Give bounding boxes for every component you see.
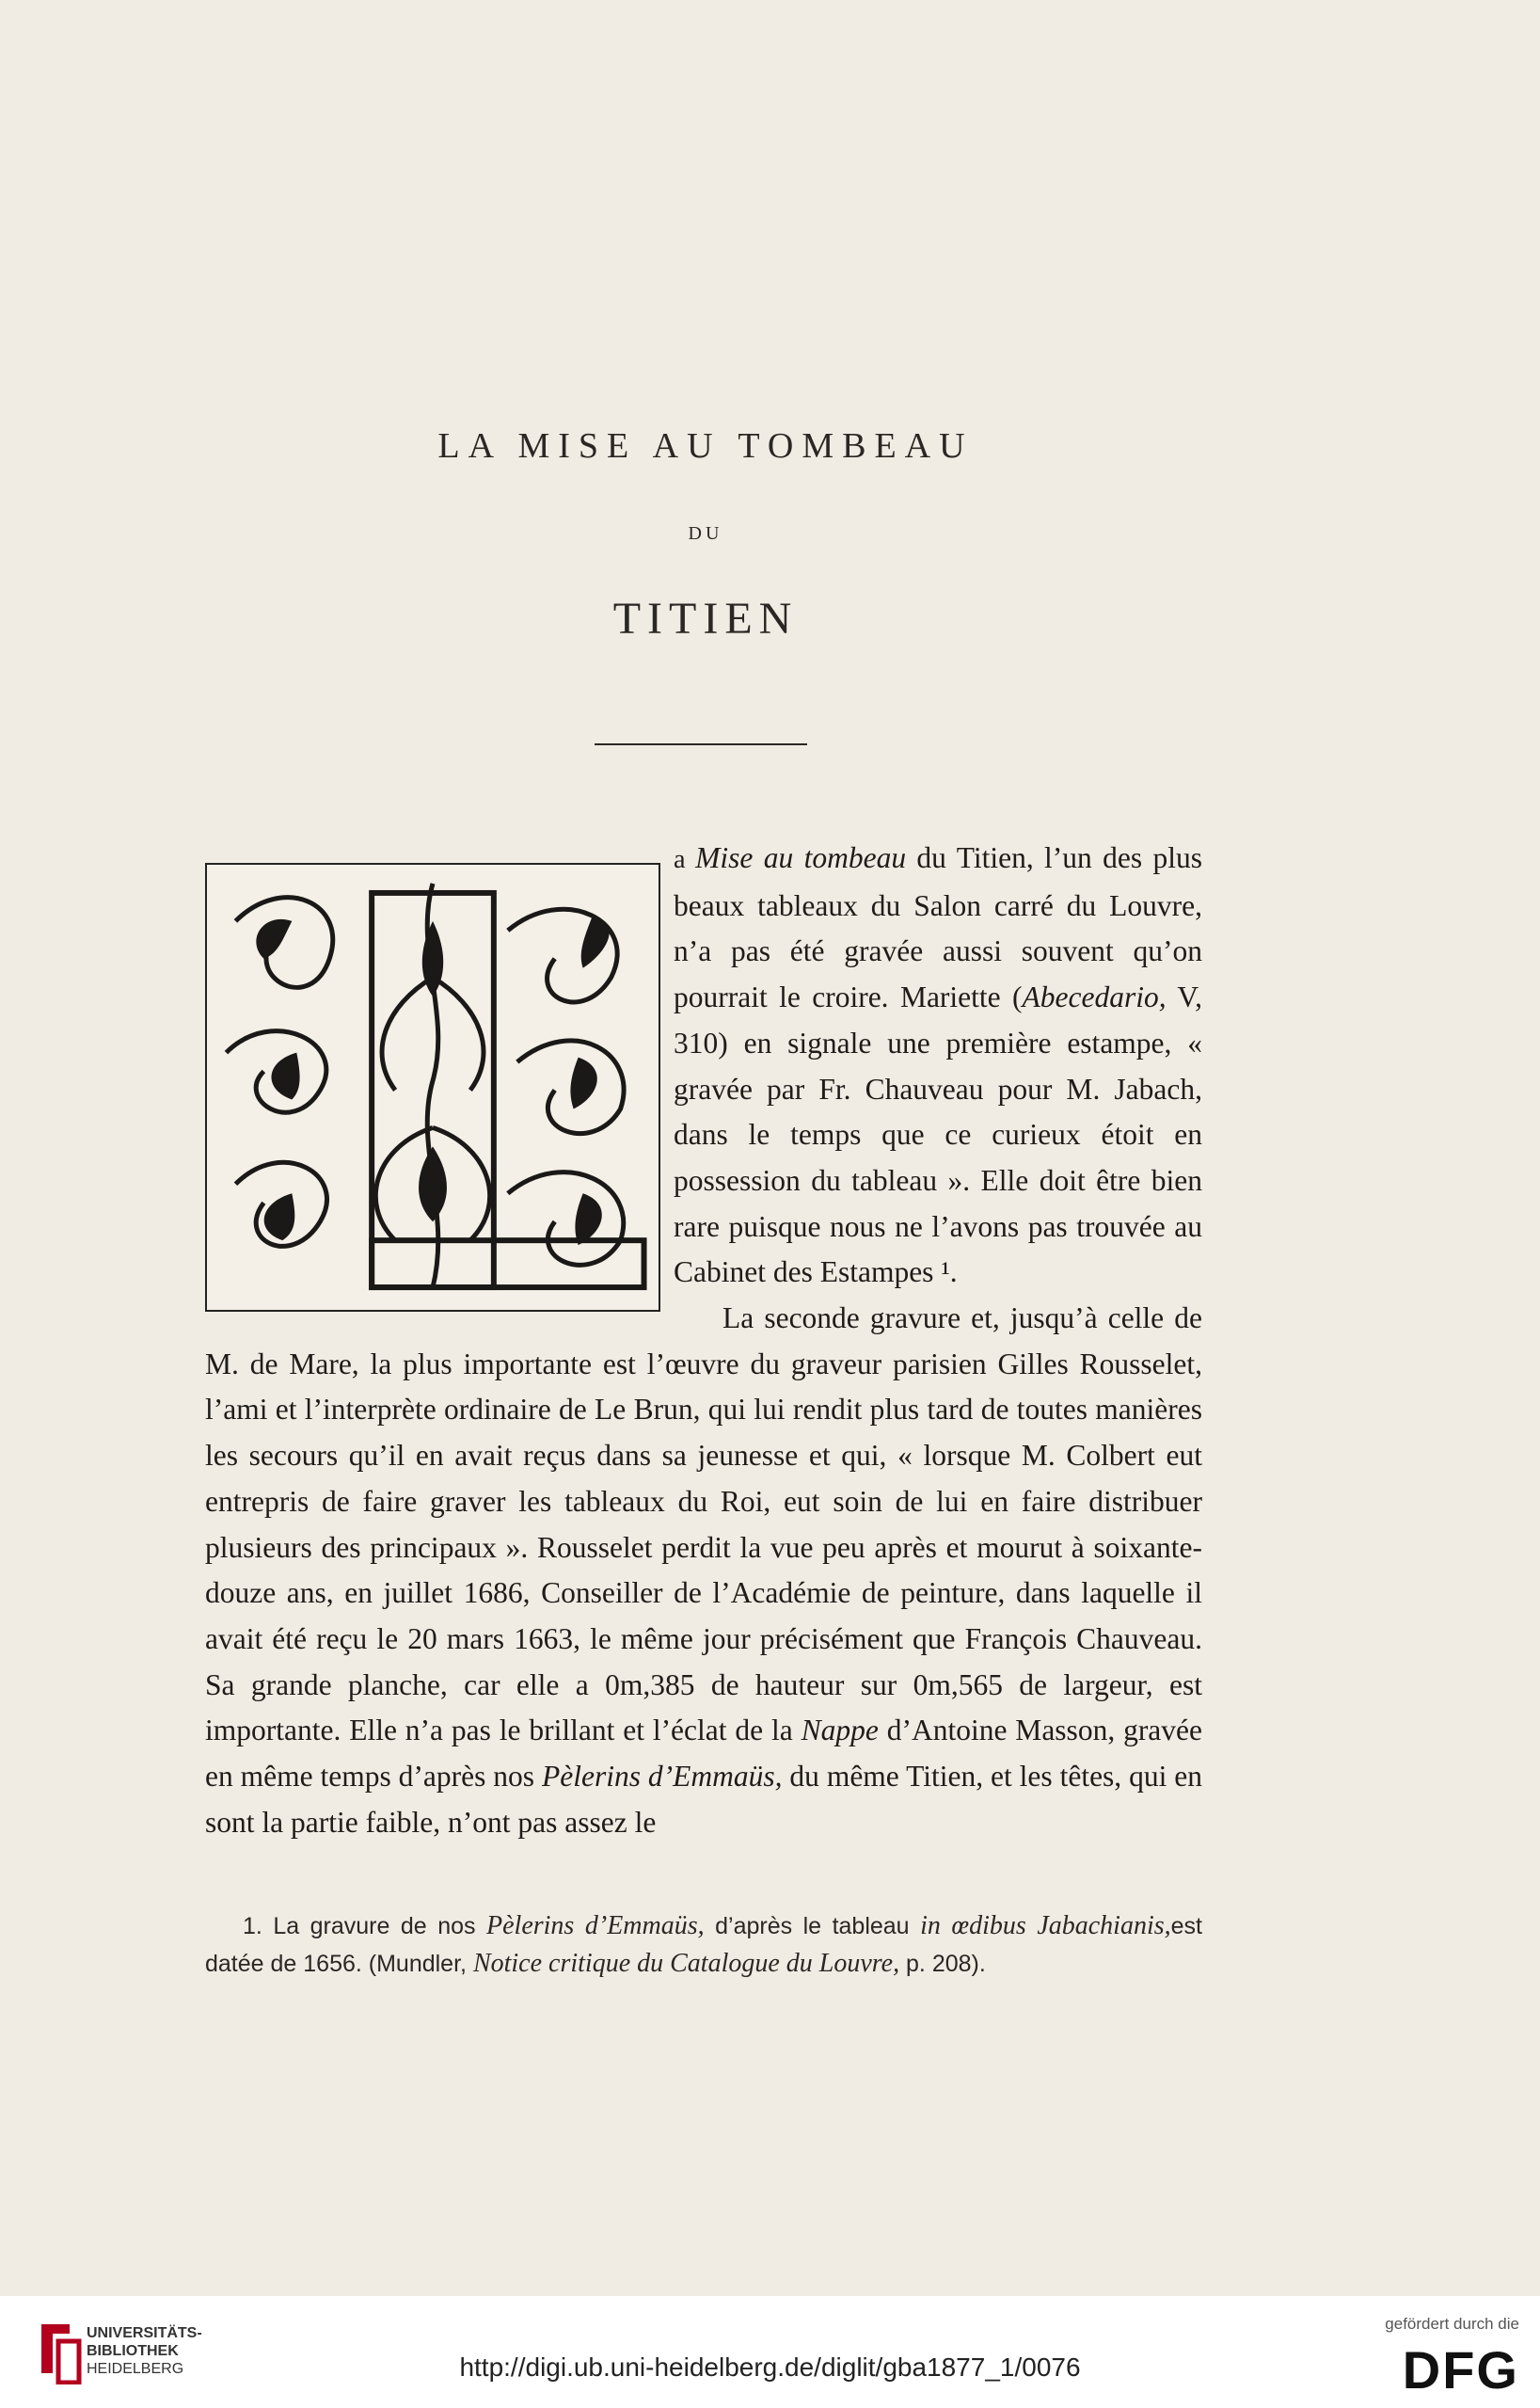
paragraph-1: a Mise au tombeau du Titien, l’un des plus beaux tableaux du Salon carré du Louvre, n’a pas été gravée aussi souvent qu’on pourrait le croire. Mariette (Abecedario, V, 310) en signale une première estampe, « gravée par Fr. Chauveau pour M. Jabach, dans le temps que ce curieux étoit en possession du tableau ». Elle doit être bien rare puisque nous ne l’avons pas trouvée au Cabinet des Estampes ¹. <box>674 841 1203 1289</box>
body-text <box>205 836 1202 1845</box>
footnote: 1. La gravure de nos Pèlerins d’Emmaüs, d’après le tableau in œdibus Jabachianis,est datée de 1656. (Mundler, Notice critique du Catalogue du Louvre, p. 208). <box>205 1911 1202 1978</box>
permalink-url[interactable]: http://digi.ub.uni-heidelberg.de/diglit/gba1877_1/0076 <box>459 2352 1081 2382</box>
title-line-2: DU <box>688 523 723 544</box>
title-line-1: LA MISE AU TOMBEAU <box>437 426 974 466</box>
paragraph-2: La seconde gravure et, jusqu’à celle de M. de Mare, la plus importante est l’œuvre du graveur parisien Gilles Rousselet, l’ami et l’interprète ordinaire de Le Brun, qui lui rendit plus tard de toutes manières les secours qu’il en avait reçus dans sa jeunesse et qui, « lorsque M. Colbert eut entrepris de faire graver les tableaux du Roi, eut soin de lui en faire distribuer plusieurs des principaux ». Rousselet perdit la vue peu après et mourut à soixante-douze ans, en juillet 1686, Conseiller de l’Académie de peinture, dans laquelle il avait été reçu le 20 mars 1663, le même jour précisément que François Chauveau. Sa grande planche, car elle a 0m,385 de hauteur sur 0m,565 de largeur, est importante. Elle n’a pas le brillant et l’éclat de la Nappe d’Antoine Masson, gravée en même temps d’après nos Pèlerins d’Emmaüs, du même Titien, et les têtes, qui en sont la partie faible, n’ont pas assez le <box>205 1301 1202 1839</box>
library-name: UNIVERSITÄTS- BIBLIOTHEK HEIDELBERG <box>87 2325 202 2377</box>
title-divider <box>595 743 807 745</box>
dfg-logo: DFG <box>1402 2340 1519 2400</box>
viewer-footer <box>0 2296 1540 2408</box>
sponsor-note: gefördert durch die <box>1385 2315 1519 2333</box>
title-line-3: TITIEN <box>612 594 799 644</box>
